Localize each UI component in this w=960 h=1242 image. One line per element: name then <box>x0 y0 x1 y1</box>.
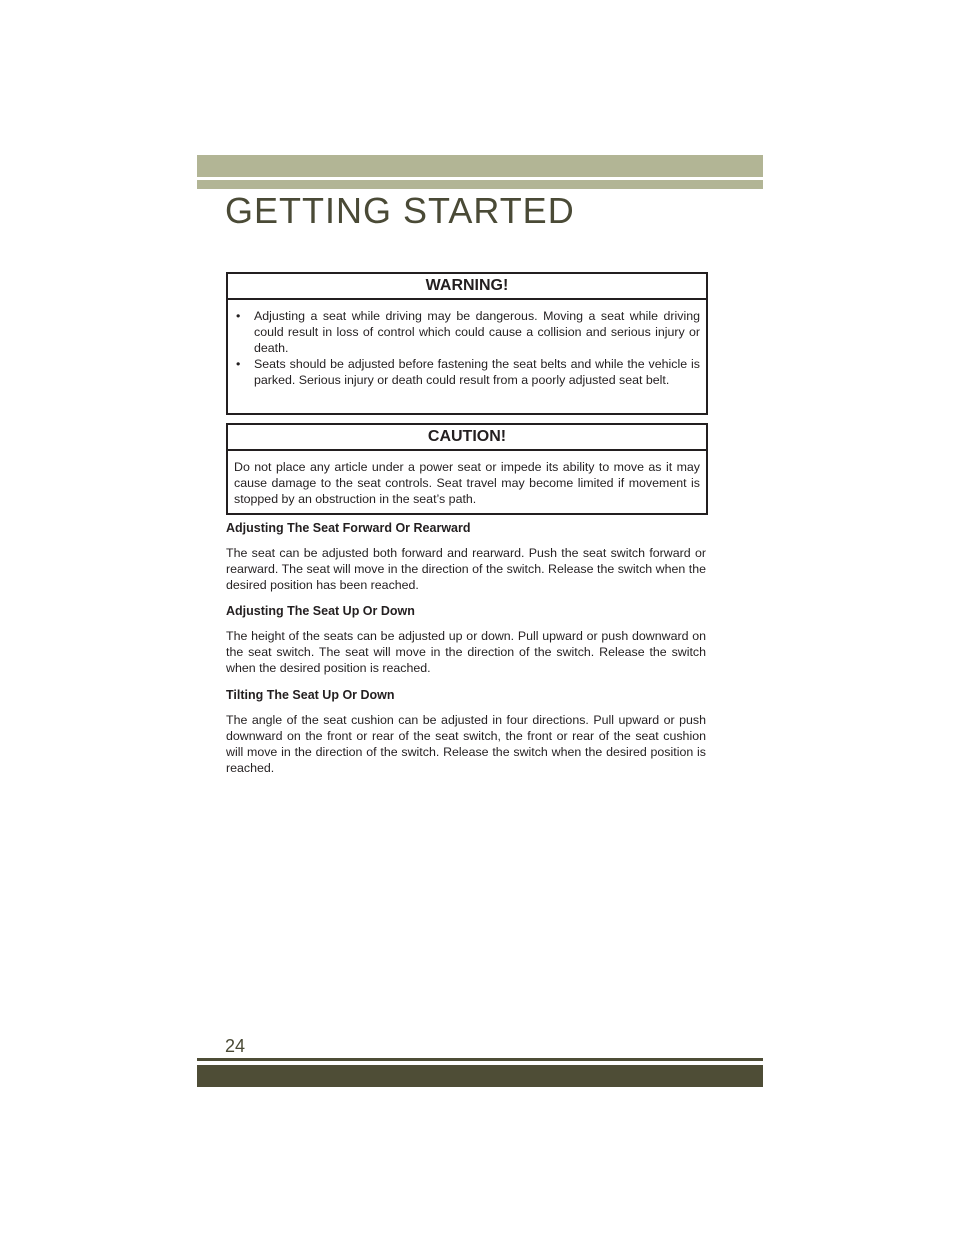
header-bar <box>197 155 763 177</box>
section-heading-up-down: Adjusting The Seat Up Or Down <box>226 604 415 618</box>
section-body-forward-rearward: The seat can be adjusted both forward and rearward. Push the seat switch forward or rearward. The seat will move in the direction of the switch. Release the switch when the desired position has been reached. <box>226 546 706 592</box>
footer-bar-thin <box>197 1058 763 1061</box>
section-heading-tilting: Tilting The Seat Up Or Down <box>226 688 395 702</box>
caution-box <box>226 423 708 515</box>
warning-item-text: Seats should be adjusted before fastening the seat belts and while the vehicle is parked. Serious injury or death could result from a poorly adjusted seat belt. <box>254 357 700 387</box>
warning-list <box>228 300 706 388</box>
warning-box <box>226 272 708 415</box>
header-bar-thin <box>197 180 763 189</box>
section-body-tilting: The angle of the seat cushion can be adjusted in four directions. Pull upward or push downward on the front or rear of the seat switch, the front or rear of the seat cushion will move in the direction of the switch. Release the switch when the desired position is reached. <box>226 713 706 775</box>
section-heading-forward-rearward: Adjusting The Seat Forward Or Rearward <box>226 521 471 535</box>
warning-item <box>234 356 700 388</box>
page-number: 24 <box>225 1036 246 1056</box>
bullet-icon: • <box>236 309 241 323</box>
bullet-icon: • <box>236 357 241 371</box>
warning-item-text: Adjusting a seat while driving may be dangerous. Moving a seat while driving could result in loss of control which could cause a collision and serious injury or death. <box>254 309 700 355</box>
warning-item <box>234 308 700 356</box>
section-body-up-down: The height of the seats can be adjusted up or down. Pull upward or push downward on the seat switch. The seat will move in the direction of the switch. Release the switch when the desired position is reached. <box>226 629 706 675</box>
caution-title: CAUTION! <box>228 425 706 451</box>
section-title: GETTING STARTED <box>225 190 575 231</box>
warning-title: WARNING! <box>228 274 706 300</box>
footer-bar <box>197 1065 763 1087</box>
caution-text: Do not place any article under a power seat or impede its ability to move as it may cause damage to the seat controls. Seat travel may become limited if movement is stopped by an obstruction in the seat’s path. <box>234 460 700 506</box>
